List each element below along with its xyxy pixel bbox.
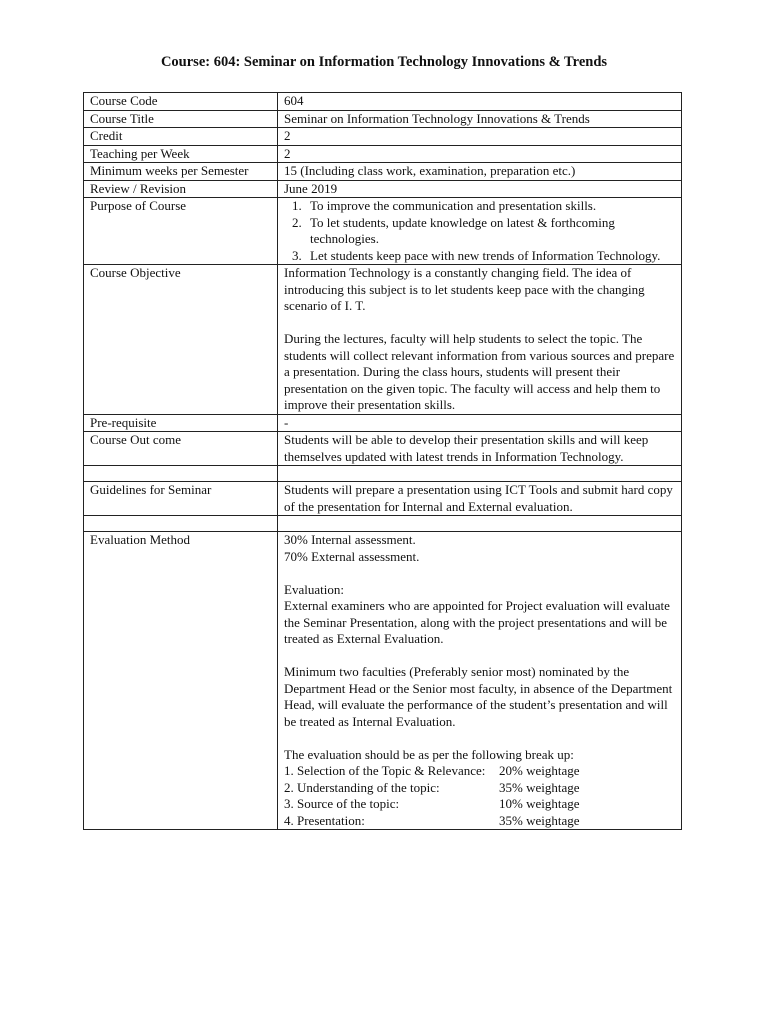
row-label: Review / Revision — [84, 180, 278, 198]
table-row — [84, 180, 682, 198]
row-label: Course Title — [84, 110, 278, 128]
row-value — [278, 198, 682, 265]
row-value — [278, 532, 682, 830]
list-item: 1. To improve the communication and presentation skills. — [305, 198, 675, 215]
breakup-weight: 35% weightage — [499, 812, 580, 828]
breakup-weight: 20% weightage — [499, 763, 580, 778]
breakup-item — [284, 796, 675, 813]
table-row — [84, 110, 682, 128]
breakup-item — [284, 763, 675, 780]
breakup-name: 2. Understanding of the topic: — [284, 779, 440, 795]
external-assessment: 70% External assessment. — [284, 548, 420, 564]
row-label: Evaluation Method — [84, 532, 278, 830]
row-label: Course Code — [84, 93, 278, 111]
breakup-item — [284, 813, 675, 830]
table-row — [84, 93, 682, 111]
row-label: Purpose of Course — [84, 198, 278, 265]
row-label: Teaching per Week — [84, 145, 278, 163]
blank-row — [84, 516, 682, 532]
breakup-name: 1. Selection of the Topic & Relevance: — [284, 763, 486, 778]
blank-row — [84, 466, 682, 482]
row-value: 2 — [278, 128, 682, 146]
row-label: Course Objective — [84, 265, 278, 415]
row-value: - — [278, 414, 682, 432]
breakup-weight: 10% weightage — [499, 796, 580, 811]
row-value: 2 — [278, 145, 682, 163]
row-value — [278, 265, 682, 415]
course-table — [83, 92, 682, 830]
breakup-weight: 35% weightage — [499, 779, 580, 795]
evaluation-heading: Evaluation: — [284, 581, 344, 597]
row-value: Seminar on Information Technology Innovations & Trends — [278, 110, 682, 128]
row-label: Pre-requisite — [84, 414, 278, 432]
row-label: Credit — [84, 128, 278, 146]
table-row — [84, 532, 682, 830]
row-label: Minimum weeks per Semester — [84, 163, 278, 181]
page-title: Course: 604: Seminar on Information Technology Innovations & Trends — [160, 54, 608, 70]
row-value: 15 (Including class work, examination, preparation etc.) — [278, 163, 682, 181]
objective-paragraph: During the lectures, faculty will help students to select the topic. The students will collect relevant information from various sources and prepare a presentation. During the class hours, students will present their presentation on the given topic. The faculty will access and help them to improve their presentation skills. — [284, 331, 675, 412]
breakup-name: 3. Source of the topic: — [284, 796, 400, 811]
row-value: Students will be able to develop their presentation skills and will keep themselves updated with latest trends in Information Technology. — [278, 432, 682, 466]
internal-evaluation-paragraph: Minimum two faculties (Preferably senior most) nominated by the Department Head or the Senior most faculty, in absence of the Department Head, will evaluate the performance of the student’s presentation and will be treated as Internal Evaluation. — [284, 664, 673, 729]
table-row — [84, 482, 682, 516]
row-label: Course Out come — [84, 432, 278, 466]
objective-paragraph: Information Technology is a constantly changing field. The idea of introducing this subject is to let students keep pace with the changing scenario of I. T. — [284, 265, 645, 313]
row-value: Students will prepare a presentation using ICT Tools and submit hard copy of the presentation for Internal and External evaluation. — [278, 482, 682, 516]
breakup-intro: The evaluation should be as per the following break up: — [284, 746, 574, 762]
list-item: 3. Let students keep pace with new trends of Information Technology. — [305, 248, 675, 265]
table-row — [84, 163, 682, 181]
purpose-list — [284, 198, 675, 264]
table-row — [84, 414, 682, 432]
table-row — [84, 128, 682, 146]
row-value: 604 — [278, 93, 682, 111]
table-row — [84, 145, 682, 163]
list-item: 2. To let students, update knowledge on latest & forthcoming technologies. — [305, 215, 675, 248]
row-label: Guidelines for Seminar — [84, 482, 278, 516]
breakup-name: 4. Presentation: — [284, 812, 365, 828]
table-row — [84, 432, 682, 466]
table-row — [84, 198, 682, 265]
internal-assessment: 30% Internal assessment. — [284, 532, 416, 547]
row-value: June 2019 — [278, 180, 682, 198]
breakup-item — [284, 780, 675, 797]
table-row — [84, 265, 682, 415]
external-evaluation-paragraph: External examiners who are appointed for Project evaluation will evaluate the Seminar Presentation, along with the project presentations and will be treated as External Evaluation. — [284, 598, 670, 646]
